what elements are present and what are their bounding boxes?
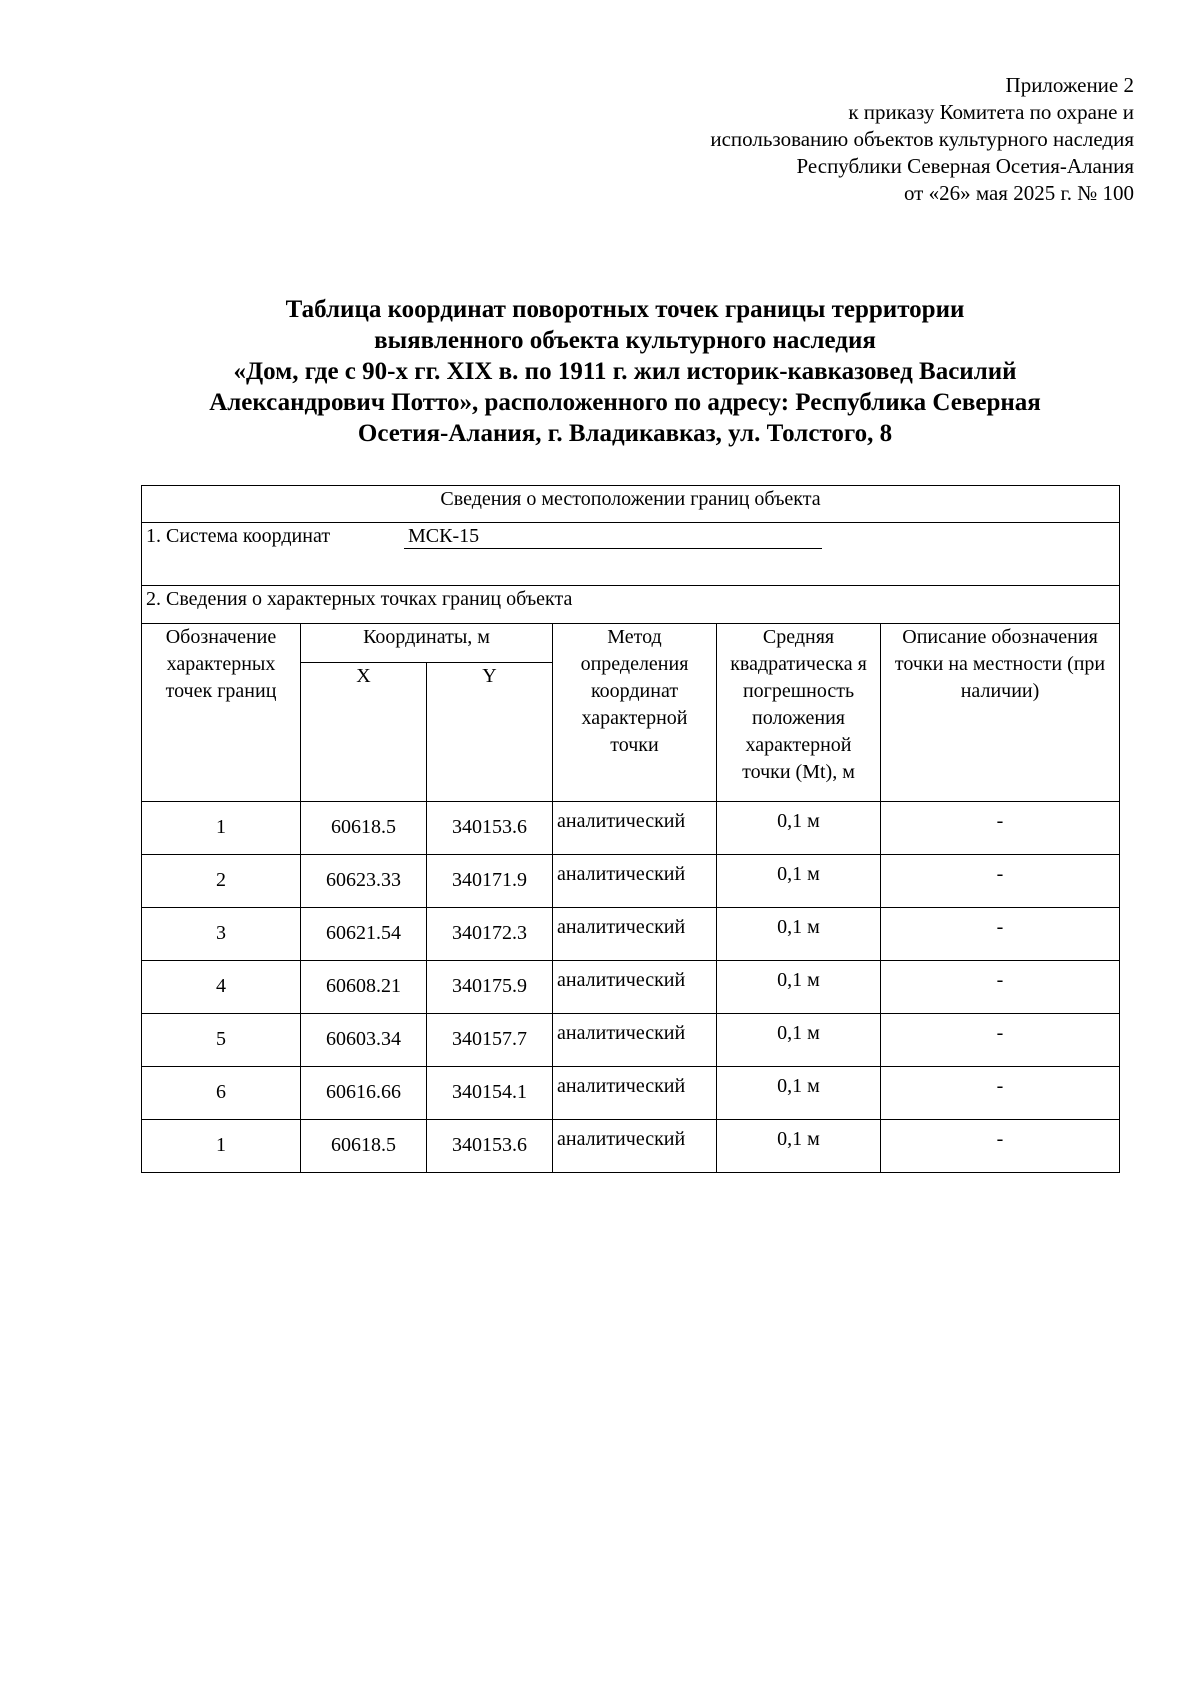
description-cell: - bbox=[881, 1014, 1120, 1067]
method-cell: аналитический bbox=[553, 802, 717, 855]
table-row bbox=[142, 908, 1120, 961]
appendix-line: от «26» мая 2025 г. № 100 bbox=[903, 181, 1134, 205]
table-row bbox=[142, 1067, 1120, 1120]
error-cell: 0,1 м bbox=[717, 1014, 881, 1067]
table-row bbox=[142, 802, 1120, 855]
y-cell: 340175.9 bbox=[427, 961, 553, 1014]
y-cell: 340153.6 bbox=[427, 802, 553, 855]
coordinates-table bbox=[141, 485, 1120, 1173]
table-row bbox=[142, 961, 1120, 1014]
coord-system-value: МСК-15 bbox=[404, 525, 822, 549]
header-method: Метод определения координат характерной точки bbox=[553, 624, 717, 802]
point-cell: 1 bbox=[142, 802, 301, 855]
table-row bbox=[142, 855, 1120, 908]
y-cell: 340154.1 bbox=[427, 1067, 553, 1120]
document-title bbox=[130, 294, 1120, 449]
method-cell: аналитический bbox=[553, 1014, 717, 1067]
section-title: Сведения о местоположении границ объекта bbox=[142, 486, 1120, 523]
header-error: Средняя квадратическа я погрешность положения характерной точки (Mt), м bbox=[717, 624, 881, 802]
header-description: Описание обозначения точки на местности (при наличии) bbox=[881, 624, 1120, 802]
title-line: Таблица координат поворотных точек границы территории bbox=[285, 296, 965, 323]
title-line: Александрович Потто», расположенного по адресу: Республика Северная bbox=[209, 389, 1041, 416]
table-row bbox=[142, 1120, 1120, 1173]
point-cell: 5 bbox=[142, 1014, 301, 1067]
x-cell: 60603.34 bbox=[301, 1014, 427, 1067]
appendix-line: к приказу Комитета по охране и bbox=[848, 100, 1134, 124]
description-cell: - bbox=[881, 1120, 1120, 1173]
header-y: Y bbox=[427, 663, 553, 802]
table-row bbox=[142, 1014, 1120, 1067]
point-cell: 4 bbox=[142, 961, 301, 1014]
y-cell: 340172.3 bbox=[427, 908, 553, 961]
description-cell: - bbox=[881, 961, 1120, 1014]
appendix-line: Приложение 2 bbox=[1005, 73, 1134, 97]
appendix-header bbox=[710, 72, 1134, 207]
point-cell: 2 bbox=[142, 855, 301, 908]
method-cell: аналитический bbox=[553, 961, 717, 1014]
appendix-line: использованию объектов культурного наследия bbox=[710, 127, 1134, 151]
error-cell: 0,1 м bbox=[717, 961, 881, 1014]
description-cell: - bbox=[881, 855, 1120, 908]
description-cell: - bbox=[881, 802, 1120, 855]
y-cell: 340157.7 bbox=[427, 1014, 553, 1067]
header-coordinates: Координаты, м bbox=[301, 624, 553, 663]
coord-system-cell bbox=[142, 523, 1120, 586]
x-cell: 60616.66 bbox=[301, 1067, 427, 1120]
x-cell: 60618.5 bbox=[301, 802, 427, 855]
description-cell: - bbox=[881, 1067, 1120, 1120]
x-cell: 60623.33 bbox=[301, 855, 427, 908]
x-cell: 60608.21 bbox=[301, 961, 427, 1014]
error-cell: 0,1 м bbox=[717, 802, 881, 855]
title-line: «Дом, где с 90-х гг. XIX в. по 1911 г. жил историк-кавказовед Василий bbox=[233, 358, 1017, 385]
header-designation: Обозначение характерных точек границ bbox=[142, 624, 301, 802]
header-x: X bbox=[301, 663, 427, 802]
point-cell: 3 bbox=[142, 908, 301, 961]
error-cell: 0,1 м bbox=[717, 855, 881, 908]
x-cell: 60621.54 bbox=[301, 908, 427, 961]
points-section-title: 2. Сведения о характерных точках границ объекта bbox=[142, 586, 1120, 624]
appendix-line: Республики Северная Осетия-Алания bbox=[796, 154, 1134, 178]
error-cell: 0,1 м bbox=[717, 1120, 881, 1173]
x-cell: 60618.5 bbox=[301, 1120, 427, 1173]
method-cell: аналитический bbox=[553, 908, 717, 961]
method-cell: аналитический bbox=[553, 855, 717, 908]
title-line: Осетия-Алания, г. Владикавказ, ул. Толстого, 8 bbox=[357, 420, 893, 447]
y-cell: 340153.6 bbox=[427, 1120, 553, 1173]
point-cell: 1 bbox=[142, 1120, 301, 1173]
error-cell: 0,1 м bbox=[717, 1067, 881, 1120]
description-cell: - bbox=[881, 908, 1120, 961]
method-cell: аналитический bbox=[553, 1067, 717, 1120]
method-cell: аналитический bbox=[553, 1120, 717, 1173]
error-cell: 0,1 м bbox=[717, 908, 881, 961]
point-cell: 6 bbox=[142, 1067, 301, 1120]
y-cell: 340171.9 bbox=[427, 855, 553, 908]
coord-system-label: 1. Система координат bbox=[146, 525, 331, 547]
title-line: выявленного объекта культурного наследия bbox=[374, 327, 876, 354]
